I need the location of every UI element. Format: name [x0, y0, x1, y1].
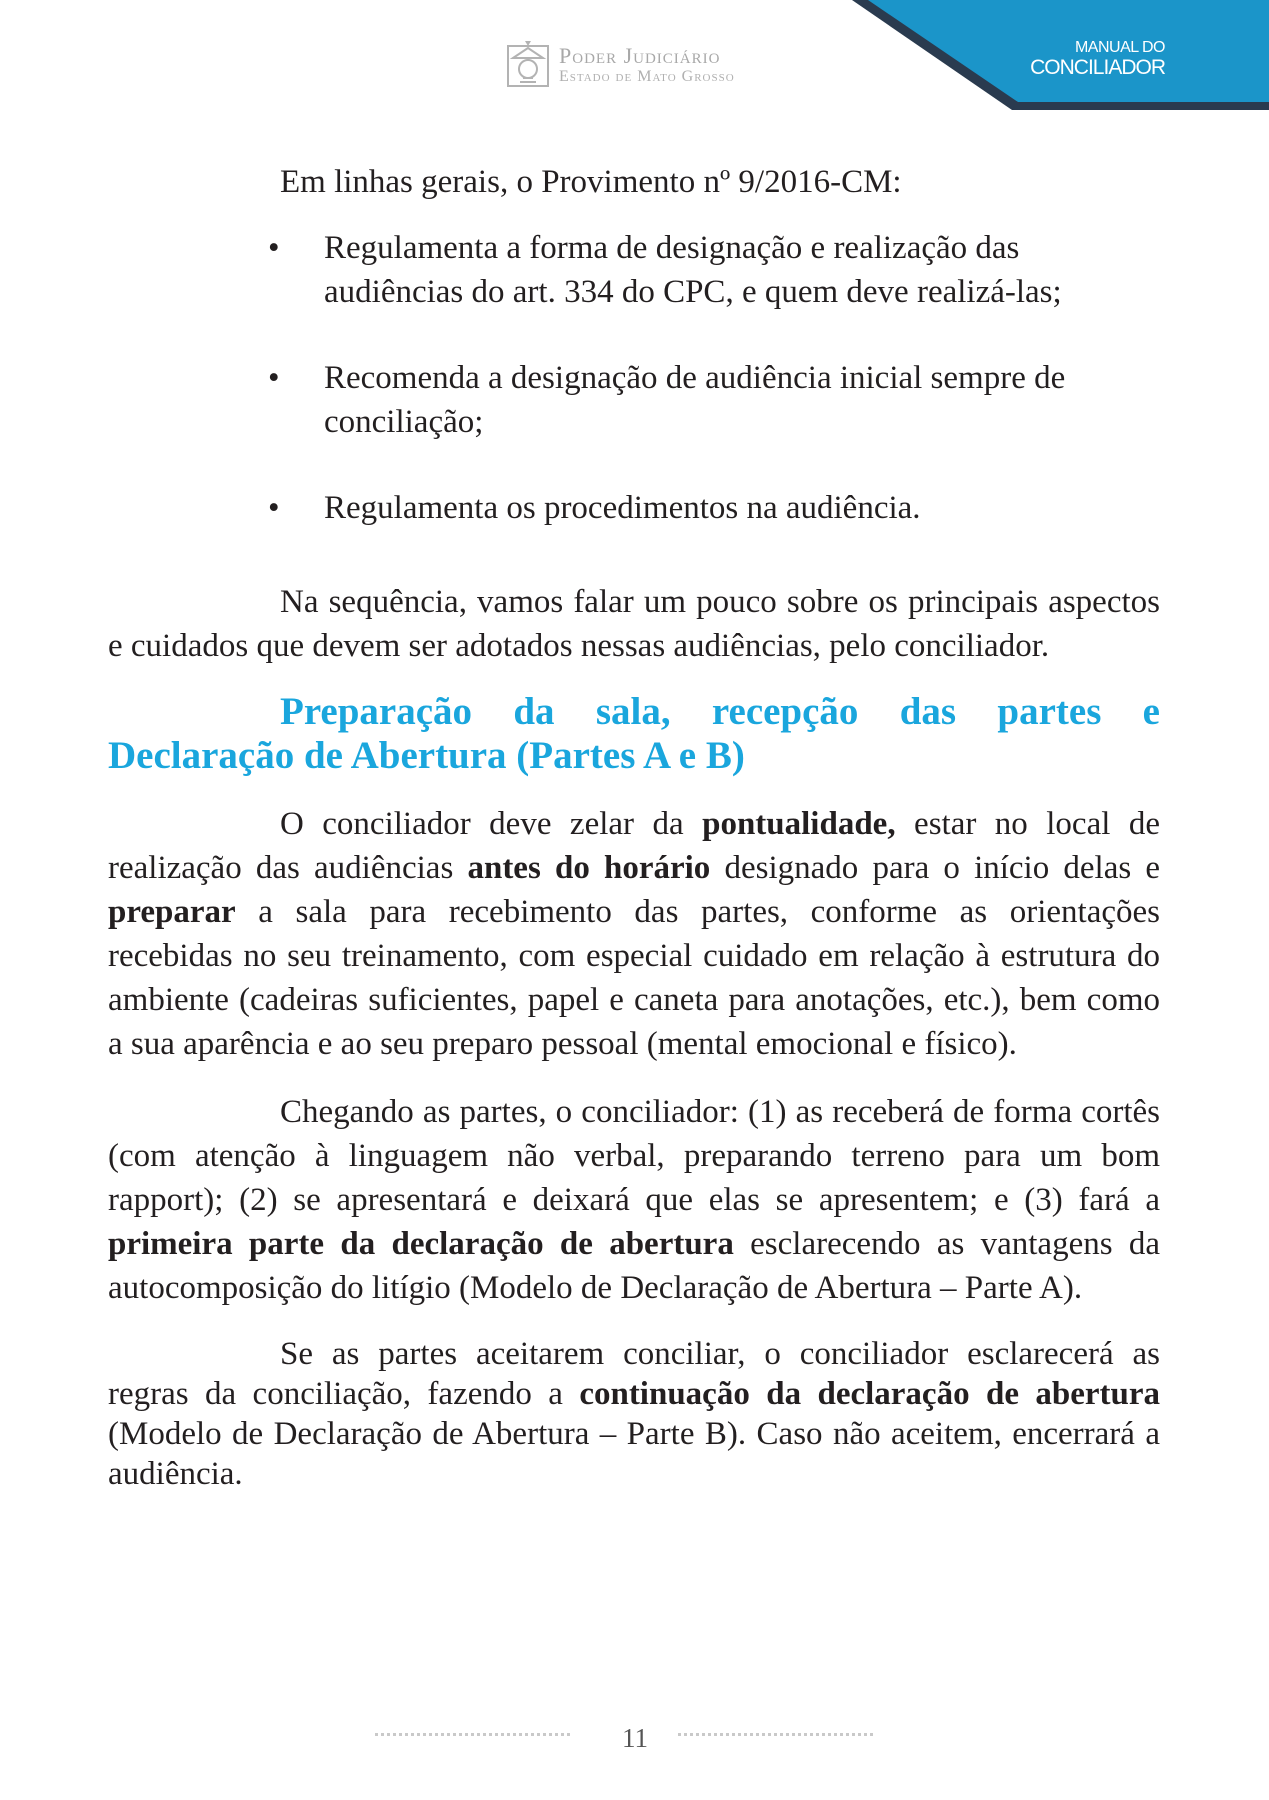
- intro-line: Em linhas gerais, o Provimento nº 9/2016-CM:: [280, 164, 902, 200]
- page-content: [108, 160, 1160, 1494]
- bullet-icon: •: [268, 230, 280, 266]
- manual-title-line1: MANUAL DO: [1074, 39, 1165, 56]
- list-item-text: Regulamenta a forma de designação e realização das audiências do art. 334 do CPC, e quem deve realizá-las;: [324, 230, 1062, 310]
- page-number: 11: [622, 1723, 648, 1753]
- bullet-icon: •: [268, 360, 280, 396]
- paragraph-sequence: Na sequência, vamos falar um pouco sobre os principais aspectos e cuidados que devem ser adotados nessas audiências, pelo conciliador.: [108, 584, 1160, 664]
- manual-title: [1030, 40, 1165, 78]
- list-item: [108, 356, 1160, 444]
- logo-title: Poder Judiciário: [559, 43, 721, 68]
- section-heading: Preparação da sala, recepção das partes e Declaração de Abertura (Partes A e B): [108, 690, 1160, 777]
- footer-divider-right: [678, 1733, 873, 1736]
- logo-subtitle: Estado de Mato Grosso: [559, 68, 735, 85]
- bullet-list: [108, 226, 1160, 530]
- paragraph-punctuality: O conciliador deve zelar da pontualidade, estar no local de realização das audiências antes do horário designado para o início delas e preparar a sala para recebimento das partes, conforme as orientações recebidas no seu treinamento, com especial cuidado em relação à estrutura do ambiente (cadeiras suficientes, papel e caneta para anotações, etc.), bem como a sua aparência e ao seu preparo pessoal (mental emocional e físico).: [108, 806, 1161, 1062]
- paragraph-acceptance: Se as partes aceitarem conciliar, o conciliador esclarecerá as regras da conciliação, fazendo a continuação da declaração de abertura (Modelo de Declaração de Abertura – Parte B). Caso não aceitem, encerrará a audiência.: [108, 1336, 1160, 1492]
- manual-title-line2: CONCILIADOR: [1030, 56, 1165, 79]
- footer-divider-left: [375, 1733, 570, 1736]
- list-item: [108, 226, 1160, 314]
- paragraph-arrival: Chegando as partes, o conciliador: (1) as receberá de forma cortês (com atenção à linguagem não verbal, preparando terreno para um bom rapport); (2) se apresentará e deixará que elas se apresentem; e (3) fará a primeira parte da declaração de abertura esclarecendo as vantagens da autocomposição do litígio (Modelo de Declaração de Abertura – Parte A).: [108, 1094, 1160, 1306]
- list-item: [108, 486, 1160, 530]
- page-footer: [0, 1725, 1269, 1765]
- list-item-text: Recomenda a designação de audiência inicial sempre de conciliação;: [324, 360, 1066, 440]
- list-item-text: Regulamenta os procedimentos na audiência.: [324, 490, 921, 526]
- bullet-icon: •: [268, 490, 280, 526]
